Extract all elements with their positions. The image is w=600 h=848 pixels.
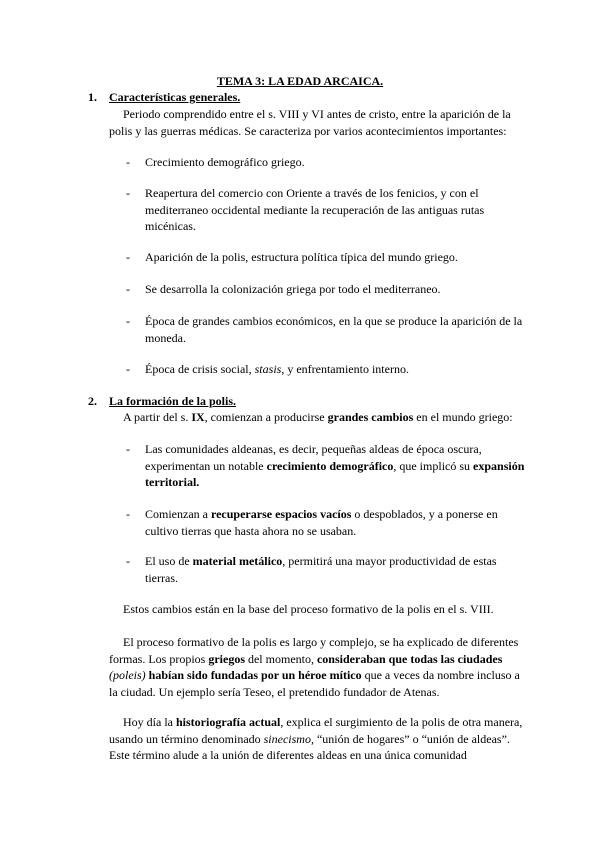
list-item <box>126 553 530 586</box>
list-item <box>126 249 530 266</box>
bullet-dash: - <box>126 155 130 169</box>
list-item <box>126 361 530 378</box>
list-item-text: Comienzan a recuperarse espacios vacíos o despoblados, y a ponerse en cultivo tierras que hasta ahora no se usaban. <box>145 507 498 538</box>
section-2-heading <box>88 393 236 410</box>
list-item <box>126 441 530 491</box>
bullet-dash: - <box>126 362 130 376</box>
bullet-dash: - <box>126 186 130 200</box>
section-1-heading <box>88 89 240 106</box>
list-item <box>126 185 530 235</box>
bullet-dash: - <box>126 250 130 264</box>
list-item <box>126 506 530 539</box>
list-item-text: Época de grandes cambios económicos, en la que se produce la aparición de la moneda. <box>145 314 523 345</box>
list-item <box>126 154 530 171</box>
bullet-dash: - <box>126 282 130 296</box>
bullet-dash: - <box>126 442 130 456</box>
section-1-intro: Periodo comprendido entre el s. VIII y VI antes de cristo, entre la aparición de la polis y las guerras médicas. Se caracteriza por varios acontecimientos importantes: <box>109 107 511 138</box>
list-item-text: Aparición de la polis, estructura política típica del mundo griego. <box>145 250 458 264</box>
list-item <box>126 281 530 298</box>
list-item-text: El uso de material metálico, permitirá una mayor productividad de estas tierras. <box>145 554 497 585</box>
paragraph: Hoy día la historiografía actual, explica el surgimiento de la polis de otra manera, usando un término denominado sinecismo, “unión de hogares” o “unión de aldeas”. Este término alude a la unión de diferentes aldeas en una única comunidad <box>109 715 523 762</box>
list-item-text: Crecimiento demográfico griego. <box>145 155 305 169</box>
paragraph: El proceso formativo de la polis es largo y complejo, se ha explicado de diferentes formas. Los propios griegos del momento, consideraban que todas las ciudades (poleis) habían sido fundadas por un héroe mítico que a veces da nombre incluso a la ciudad. Un ejemplo sería Teseo, el pretendido fundador de Atenas. <box>109 635 520 699</box>
list-item-text: Reapertura del comercio con Oriente a través de los fenicios, y con el mediterraneo occidental mediante la recuperación de las antiguas rutas micénicas. <box>145 186 485 233</box>
list-item <box>126 313 530 346</box>
document-title: TEMA 3: LA EDAD ARCAICA. <box>216 74 384 88</box>
bullet-dash: - <box>126 314 130 328</box>
section-2-intro: A partir del s. IX, comienzan a producirse grandes cambios en el mundo griego: <box>123 410 513 424</box>
list-item-text: Época de crisis social, stasis, y enfrentamiento interno. <box>145 362 409 376</box>
section-2-title: La formación de la polis. <box>109 394 237 408</box>
bullet-dash: - <box>126 507 130 521</box>
list-item-text: Se desarrolla la colonización griega por todo el mediterraneo. <box>145 282 441 296</box>
bullet-dash: - <box>126 554 130 568</box>
list-item-text: Las comunidades aldeanas, es decir, pequeñas aldeas de época oscura, experimentan un notable crecimiento demográfico, que implicó su expansión territorial. <box>145 442 525 489</box>
section-1-number: 1. <box>88 90 97 104</box>
italic-term: stasis <box>254 362 282 376</box>
section-2-number: 2. <box>88 394 97 408</box>
paragraph: Estos cambios están en la base del proceso formativo de la polis en el s. VIII. <box>123 602 494 616</box>
section-1-title: Características generales. <box>109 90 241 104</box>
